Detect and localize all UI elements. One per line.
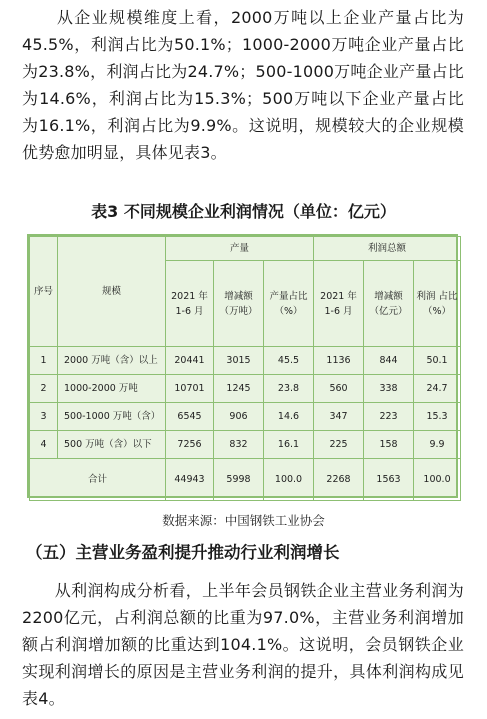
header-output-period: 2021 年 1-6 月 [166,261,214,347]
header-output-group: 产量 [166,237,314,261]
cell-total-output-share: 100.0 [264,459,314,501]
cell-total-output: 44943 [166,459,214,501]
cell-scale: 1000-2000 万吨 [58,375,166,403]
cell-output: 10701 [166,375,214,403]
cell-output: 7256 [166,431,214,459]
cell-profit-change: 158 [364,431,414,459]
cell-profit-share: 9.9 [414,431,461,459]
cell-total-profit: 2268 [314,459,364,501]
cell-output-change: 832 [214,431,264,459]
header-row-group [30,237,461,261]
table-total-row [30,459,461,501]
header-index: 序号 [30,237,58,347]
cell-scale: 2000 万吨（含）以上 [58,347,166,375]
cell-output-change: 906 [214,403,264,431]
cell-total-output-change: 5998 [214,459,264,501]
body-paragraph: 从利润构成分析看，上半年会员钢铁企业主营业务利润为2200亿元，占利润总额的比重为97.0%，主营业务利润增加额占利润增加额的比重达到104.1%。这说明，会员钢铁企业实现利润增长的原因是主营业务利润的提升，具体利润构成见表4。 [22,581,464,708]
cell-profit: 225 [314,431,364,459]
cell-output: 20441 [166,347,214,375]
cell-output-share: 14.6 [264,403,314,431]
header-scale: 规模 [58,237,166,347]
data-table [29,236,461,501]
cell-scale: 500 万吨（含）以下 [58,431,166,459]
profit-by-scale-table [27,234,458,498]
table-row [30,347,461,375]
table-row [30,375,461,403]
header-profit-group: 利润总额 [314,237,461,261]
header-profit-period: 2021 年 1-6 月 [314,261,364,347]
cell-output-change: 1245 [214,375,264,403]
cell-index: 3 [30,403,58,431]
cell-scale: 500-1000 万吨（含） [58,403,166,431]
intro-paragraph: 从企业规模维度上看，2000万吨以上企业产量占比为45.5%，利润占比为50.1%；1000-2000万吨企业产量占比为23.8%，利润占比为24.7%；500-1000万吨企业产量占比为14.6%，利润占比为15.3%；500万吨以下企业产量占比为16.1%，利润占比为9.9%。这说明，规模较大的企业规模优势愈加明显，具体见表3。 [22,8,464,162]
cell-index: 4 [30,431,58,459]
table-row [30,403,461,431]
data-source-note: 数据来源：中国钢铁工业协会 [162,513,325,528]
cell-index: 1 [30,347,58,375]
cell-profit-change: 338 [364,375,414,403]
cell-profit-share: 15.3 [414,403,461,431]
cell-total-profit-share: 100.0 [414,459,461,501]
cell-output-share: 45.5 [264,347,314,375]
cell-profit-share: 24.7 [414,375,461,403]
header-output-share: 产量占比 （%） [264,261,314,347]
cell-profit-share: 50.1 [414,347,461,375]
cell-profit: 560 [314,375,364,403]
cell-profit-change: 223 [364,403,414,431]
cell-total-profit-change: 1563 [364,459,414,501]
cell-total-label: 合计 [30,459,166,501]
header-output-change: 增减额 （万吨） [214,261,264,347]
header-profit-share: 利润 占比 （%） [414,261,461,347]
cell-profit: 1136 [314,347,364,375]
table-row [30,431,461,459]
cell-profit: 347 [314,403,364,431]
header-profit-change: 增减额 （亿元） [364,261,414,347]
cell-output-share: 23.8 [264,375,314,403]
cell-output-share: 16.1 [264,431,314,459]
cell-output: 6545 [166,403,214,431]
cell-profit-change: 844 [364,347,414,375]
cell-index: 2 [30,375,58,403]
cell-output-change: 3015 [214,347,264,375]
table-title: 表3 不同规模企业利润情况（单位：亿元） [91,202,396,221]
section-heading: （五）主营业务盈利提升推动行业利润增长 [26,543,340,562]
